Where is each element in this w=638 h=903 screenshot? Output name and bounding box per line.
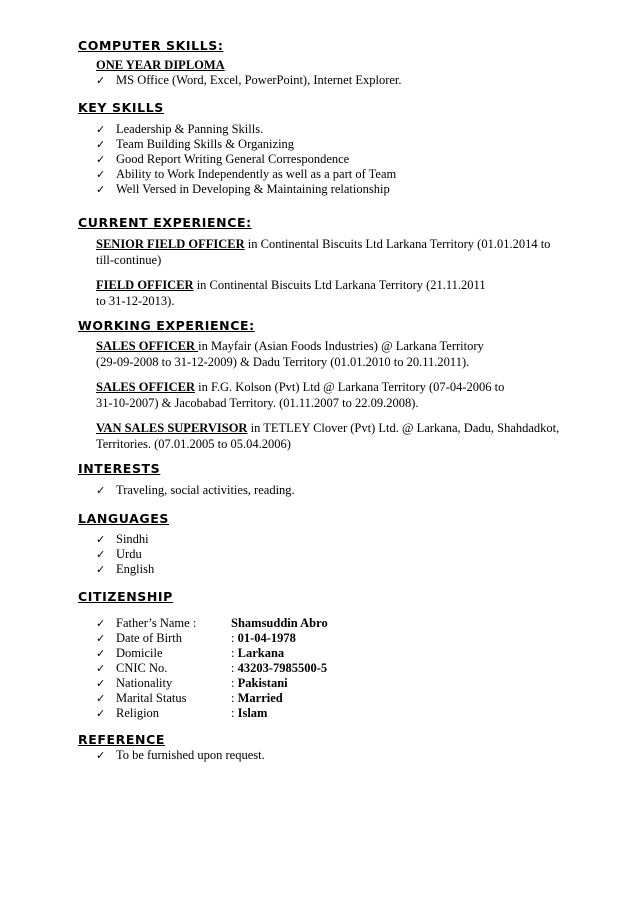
citizenship-sep: : [231,691,238,705]
current-experience-heading: CURRENT EXPERIENCE: [78,215,252,230]
citizenship-sep: : [231,676,238,690]
key-skill-item: Well Versed in Developing & Maintaining relationship [116,182,390,196]
check-icon: ✓ [96,548,106,561]
key-skill-item: Team Building Skills & Organizing [116,137,295,151]
job-details-continued: till-continue) [96,253,162,267]
citizenship-label: Religion [116,706,160,720]
citizenship-value: Shamsuddin Abro [231,616,328,630]
job-details: in TETLEY Clover (Pvt) Ltd. @ Larkana, Dadu, Shahdadkot, [247,421,560,435]
job-details-continued: 31-10-2007) & Jacobabad Territory. (01.11.2007 to 22.09.2008). [96,396,419,410]
job-details-continued: (29-09-2008 to 31-12-2009) & Dadu Territory (01.01.2010 to 20.11.2011). [96,355,470,369]
current-experience-entry [96,277,562,309]
check-icon: ✓ [96,707,106,720]
citizenship-sep: : [231,631,238,645]
diploma-subheading: ONE YEAR DIPLOMA [96,58,225,72]
key-skills-heading: KEY SKILLS [78,100,164,115]
languages-heading: LANGUAGES [78,511,170,526]
citizenship-label: Nationality [116,676,173,690]
check-icon: ✓ [96,632,106,645]
citizenship-heading: CITIZENSHIP [78,589,173,604]
job-details: in F.G. Kolson (Pvt) Ltd @ Larkana Territory (07-04-2006 to [194,380,505,394]
key-skill-item: Good Report Writing General Correspondence [116,152,350,166]
check-icon: ✓ [96,138,106,151]
citizenship-sep: : [231,706,238,720]
citizenship-sep: : [231,661,238,675]
job-title: FIELD OFFICER [96,278,194,292]
working-experience-heading: WORKING EXPERIENCE: [78,318,255,333]
citizenship-label: CNIC No. [116,661,168,675]
check-icon: ✓ [96,123,106,136]
language-item: English [116,562,155,576]
check-icon: ✓ [96,168,106,181]
citizenship-value: Larkana [237,646,285,660]
check-icon: ✓ [96,692,106,705]
citizenship-label: Father’s Name : [116,616,197,630]
citizenship-value: Islam [237,706,268,720]
working-experience-entry [96,420,562,452]
working-experience-entry [96,338,562,370]
citizenship-value: Pakistani [237,676,288,690]
citizenship-label: Marital Status [116,691,187,705]
job-title: SALES OFFICER [96,339,199,353]
interest-item: Traveling, social activities, reading. [116,483,295,497]
current-experience-entry [96,236,562,268]
job-details-continued: Territories. (07.01.2005 to 05.04.2006) [96,437,291,451]
job-details-continued: to 31-12-2013). [96,294,175,308]
interests-heading: INTERESTS [78,461,161,476]
job-details: in Mayfair (Asian Foods Industries) @ Larkana Territory [198,339,484,353]
reference-heading: REFERENCE [78,732,165,747]
check-icon: ✓ [96,533,106,546]
citizenship-value: Married [237,691,283,705]
citizenship-label: Date of Birth [116,631,182,645]
job-details: in Continental Biscuits Ltd Larkana Territory (21.11.2011 [193,278,486,292]
citizenship-sep: : [231,646,238,660]
check-icon: ✓ [96,749,106,762]
check-icon: ✓ [96,677,106,690]
citizenship-label: Domicile [116,646,163,660]
key-skill-item: Ability to Work Independently as well as a part of Team [116,167,397,181]
reference-item: To be furnished upon request. [116,748,265,762]
check-icon: ✓ [96,662,106,675]
check-icon: ✓ [96,563,106,576]
language-item: Sindhi [116,532,149,546]
computer-skill-item: MS Office (Word, Excel, PowerPoint), Internet Explorer. [116,73,402,87]
check-icon: ✓ [96,647,106,660]
job-title: SENIOR FIELD OFFICER [96,237,245,251]
computer-skills-heading: COMPUTER SKILLS: [78,38,224,53]
job-title: VAN SALES SUPERVISOR [96,421,248,435]
check-icon: ✓ [96,484,106,497]
check-icon: ✓ [96,153,106,166]
job-title: SALES OFFICER [96,380,195,394]
citizenship-value: 01-04-1978 [237,631,296,645]
job-details: in Continental Biscuits Ltd Larkana Territory (01.01.2014 to [244,237,551,251]
language-item: Urdu [116,547,142,561]
citizenship-value: 43203-7985500-5 [237,661,328,675]
check-icon: ✓ [96,183,106,196]
working-experience-entry [96,379,562,411]
key-skill-item: Leadership & Panning Skills. [116,122,264,136]
check-icon: ✓ [96,617,106,630]
check-icon: ✓ [96,74,106,87]
